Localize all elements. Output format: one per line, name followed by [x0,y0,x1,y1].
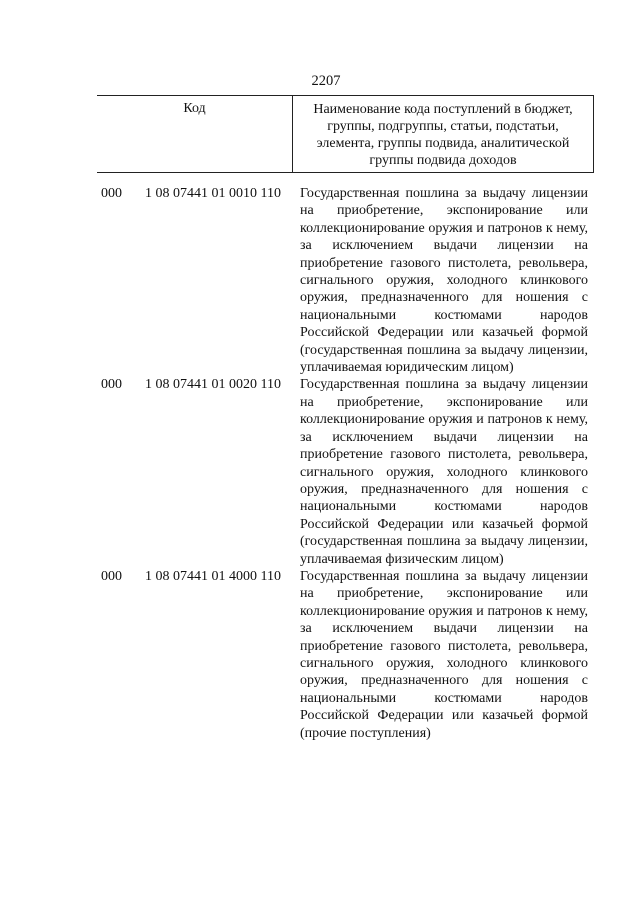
admin-code: 000 [101,568,122,584]
revenue-code: 1 08 07441 01 0020 110 [145,377,281,393]
revenue-code-list [0,185,640,742]
list-item [0,185,640,376]
admin-code: 000 [101,377,122,393]
table-header [97,95,594,173]
page-number: 2207 [311,73,341,89]
revenue-description: Государственная пошлина за выдачу лицензии на приобретение, экспонирование или коллекционирование оружия и патронов к нему, за исключением выдачи лицензии на приобретение газового пистолета, револьвера, сигнального оружия, холодного клинкового оружия, предназначенного для ношения с национальными костюмами народов Российской Федерации или казачьей формой (государственная пошлина за выдачу лицензии, уплачиваемая юридическим лицом) [300,186,588,376]
header-code-column: Код [97,96,293,172]
list-item [0,376,640,567]
admin-code: 000 [101,186,122,201]
revenue-description: Государственная пошлина за выдачу лицензии на приобретение, экспонирование или коллекционирование оружия и патронов к нему, за исключением выдачи лицензии на приобретение газового пистолета, револьвера, сигнального оружия, холодного клинкового оружия, предназначенного для ношения с национальными костюмами народов Российской Федерации или казачьей формой (прочие поступления) [300,568,588,741]
header-name-column: Наименование кода поступлений в бюджет, группы, подгруппы, статьи, подстатьи, элемента, группы подвида, аналитической группы подвида доходов [313,102,573,168]
revenue-code: 1 08 07441 01 0010 110 [145,186,281,201]
list-item [0,568,640,742]
revenue-description: Государственная пошлина за выдачу лицензии на приобретение, экспонирование или коллекционирование оружия и патронов к нему, за исключением выдачи лицензии на приобретение газового пистолета, револьвера, сигнального оружия, холодного клинкового оружия, предназначенного для ношения с национальными костюмами народов Российской Федерации или казачьей формой (государственная пошлина за выдачу лицензии, уплачиваемая физическим лицом) [300,377,588,567]
revenue-code: 1 08 07441 01 4000 110 [145,568,281,584]
